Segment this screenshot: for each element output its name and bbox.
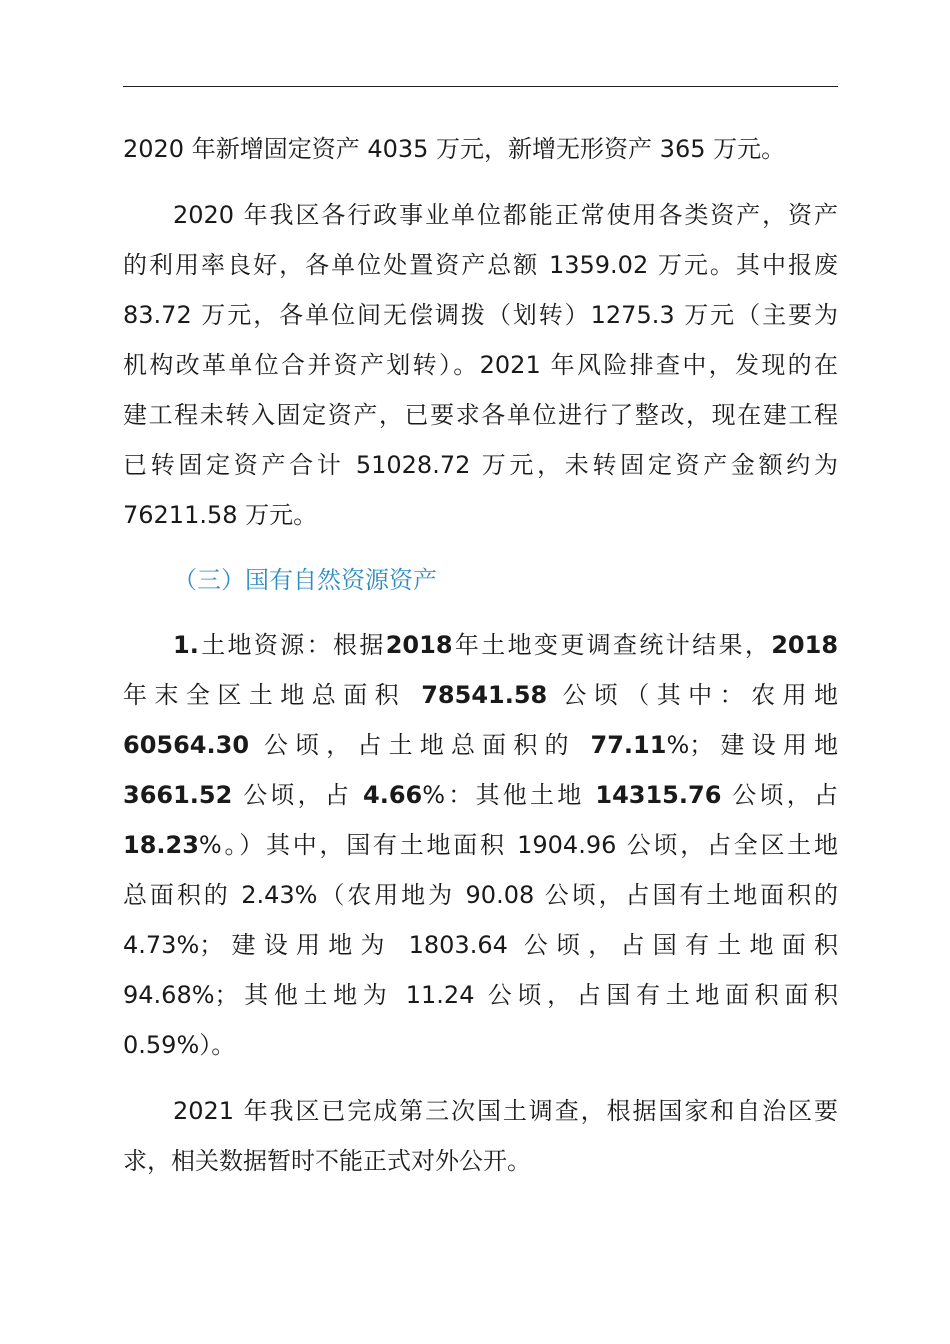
- section-heading: （三）国有自然资源资产: [173, 566, 437, 594]
- text-line: 求，相关数据暂时不能正式对外公开。: [123, 1147, 531, 1175]
- text-line: 2020 年我区各行政事业单位都能正常使用各类资产，资产: [173, 201, 838, 229]
- text-line: 2020 年新增固定资产 4035 万元，新增无形资产 365 万元。: [123, 135, 786, 163]
- text-line: 3661.52 公顷，占 4.66%：其他土地 14315.76 公顷，占: [123, 781, 838, 809]
- text-line: 0.59%）。: [123, 1031, 236, 1059]
- text-line: 76211.58 万元。: [123, 501, 318, 529]
- text-line: 建工程未转入固定资产，已要求各单位进行了整改，现在建工程: [123, 401, 838, 429]
- text-line: 年末全区土地总面积 78541.58 公顷（其中：农用地: [123, 681, 838, 709]
- text-line: 总面积的 2.43%（农用地为 90.08 公顷，占国有土地面积的: [123, 881, 838, 909]
- text-line: 18.23%。）其中，国有土地面积 1904.96 公顷，占全区土地: [123, 831, 838, 859]
- text-line: 83.72 万元，各单位间无偿调拨（划转）1275.3 万元（主要为: [123, 301, 838, 329]
- text-line: 2021 年我区已完成第三次国土调查，根据国家和自治区要: [173, 1097, 838, 1125]
- text-line: 的利用率良好，各单位处置资产总额 1359.02 万元。其中报废: [123, 251, 838, 279]
- text-line: 94.68%；其他土地为 11.24 公顷，占国有土地面积面积: [123, 981, 838, 1009]
- text-line: 60564.30 公顷，占土地总面积的 77.11%；建设用地: [123, 731, 838, 759]
- text-line: 已转固定资产合计 51028.72 万元，未转固定资产金额约为: [123, 451, 838, 479]
- text-line: 1.土地资源：根据2018年土地变更调查统计结果，2018: [173, 631, 839, 659]
- paragraph-new-assets: [123, 124, 838, 174]
- page-header-line: [123, 86, 838, 87]
- text-line: 4.73%；建设用地为 1803.64 公顷，占国有土地面积: [123, 931, 838, 959]
- text-line: 机构改革单位合并资产划转）。2021 年风险排查中，发现的在: [123, 351, 838, 379]
